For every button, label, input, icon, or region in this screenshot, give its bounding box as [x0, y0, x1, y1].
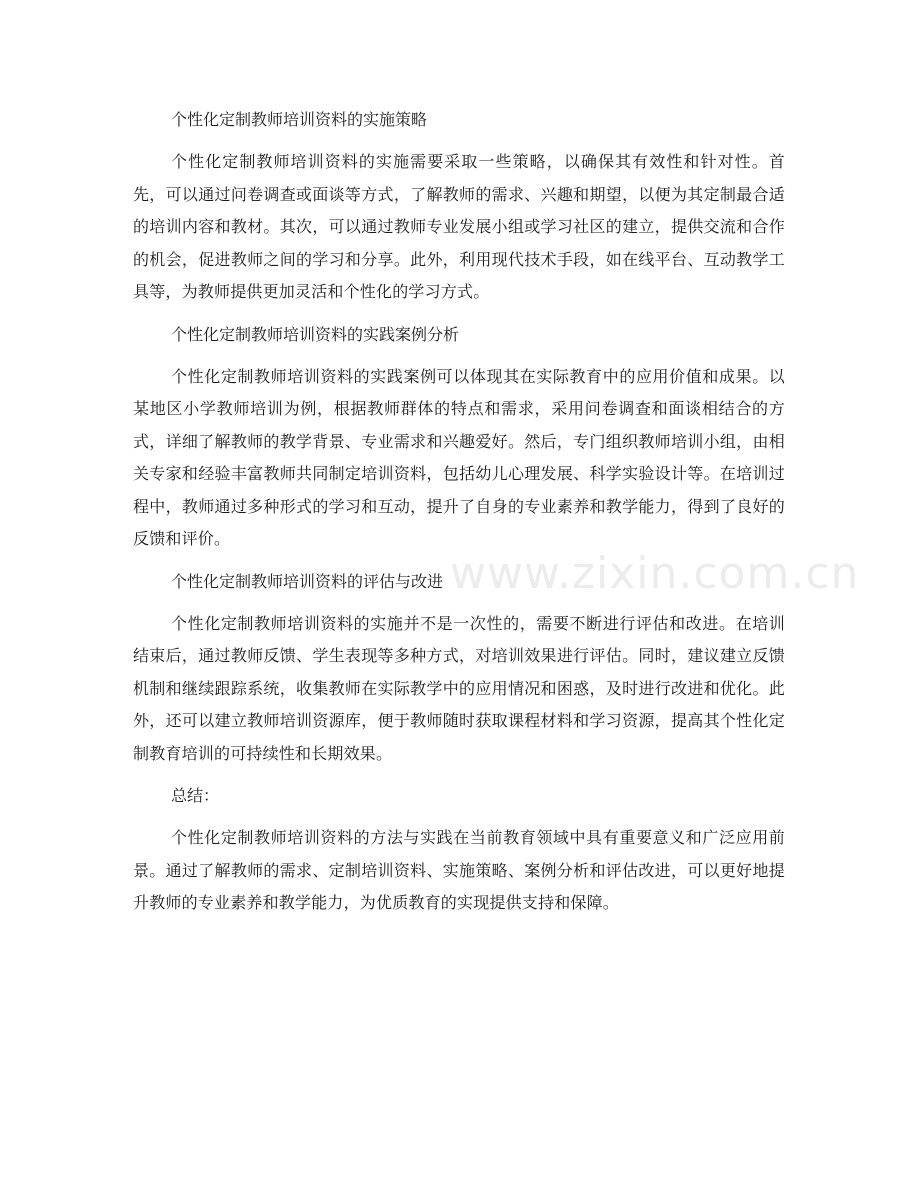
section-paragraph-strategy: 个性化定制教师培训资料的实施需要采取一些策略，以确保其有效性和针对性。首先，可以通过问卷调查或面谈等方式，了解教师的需求、兴趣和期望，以便为其定制最合适的培训内容和教材。其次，可以通过教师专业发展小组或学习社区的建立，提供交流和合作的机会，促进教师之间的学习和分享。此外，利用现代技术手段，如在线平台、互动教学工具等，为教师提供更加灵活和个性化的学习方式。	[133, 152, 785, 301]
section-paragraph-summary: 个性化定制教师培训资料的方法与实践在当前教育领域中具有重要意义和广泛应用前景。通过了解教师的需求、定制培训资料、实施策略、案例分析和评估改进，可以更好地提升教师的专业素养和教学能力，为优质教育的实现提供支持和保障。	[133, 828, 785, 912]
section-heading-summary: 总结：	[171, 786, 220, 805]
section-heading-evaluation: 个性化定制教师培训资料的评估与改进	[171, 571, 444, 591]
section-heading-strategy: 个性化定制教师培训资料的实施策略	[171, 110, 428, 129]
watermark-text: www.zixin.com.cn	[450, 548, 860, 599]
section-paragraph-evaluation: 个性化定制教师培训资料的实施并不是一次性的，需要不断进行评估和改进。在培训结束后，通过教师反馈、学生表现等多种方式，对培训效果进行评估。同时，建议建立反馈机制和继续跟踪系统，收集教师在实际教学中的应用情况和困惑，及时进行改进和优化。此外，还可以建立教师培训资源库，便于教师随时获取课程材料和学习资源，提高其个性化定制教育培训的可持续性和长期效果。	[133, 613, 785, 763]
section-heading-case-study: 个性化定制教师培训资料的实践案例分析	[171, 324, 460, 344]
document-body	[133, 104, 785, 930]
section-paragraph-case-study: 个性化定制教师培训资料的实践案例可以体现其在实际教育中的应用价值和成果。以某地区小学教师培训为例，根据教师群体的特点和需求，采用问卷调查和面谈相结合的方式，详细了解教师的教学背景、专业需求和兴趣爱好。然后，专门组织教师培训小组，由相关专家和经验丰富教师共同制定培训资料，包括幼儿心理发展、科学实验设计等。在培训过程中，教师通过多种形式的学习和互动，提升了自身的专业素养和教学能力，得到了良好的反馈和评价。	[133, 366, 785, 548]
